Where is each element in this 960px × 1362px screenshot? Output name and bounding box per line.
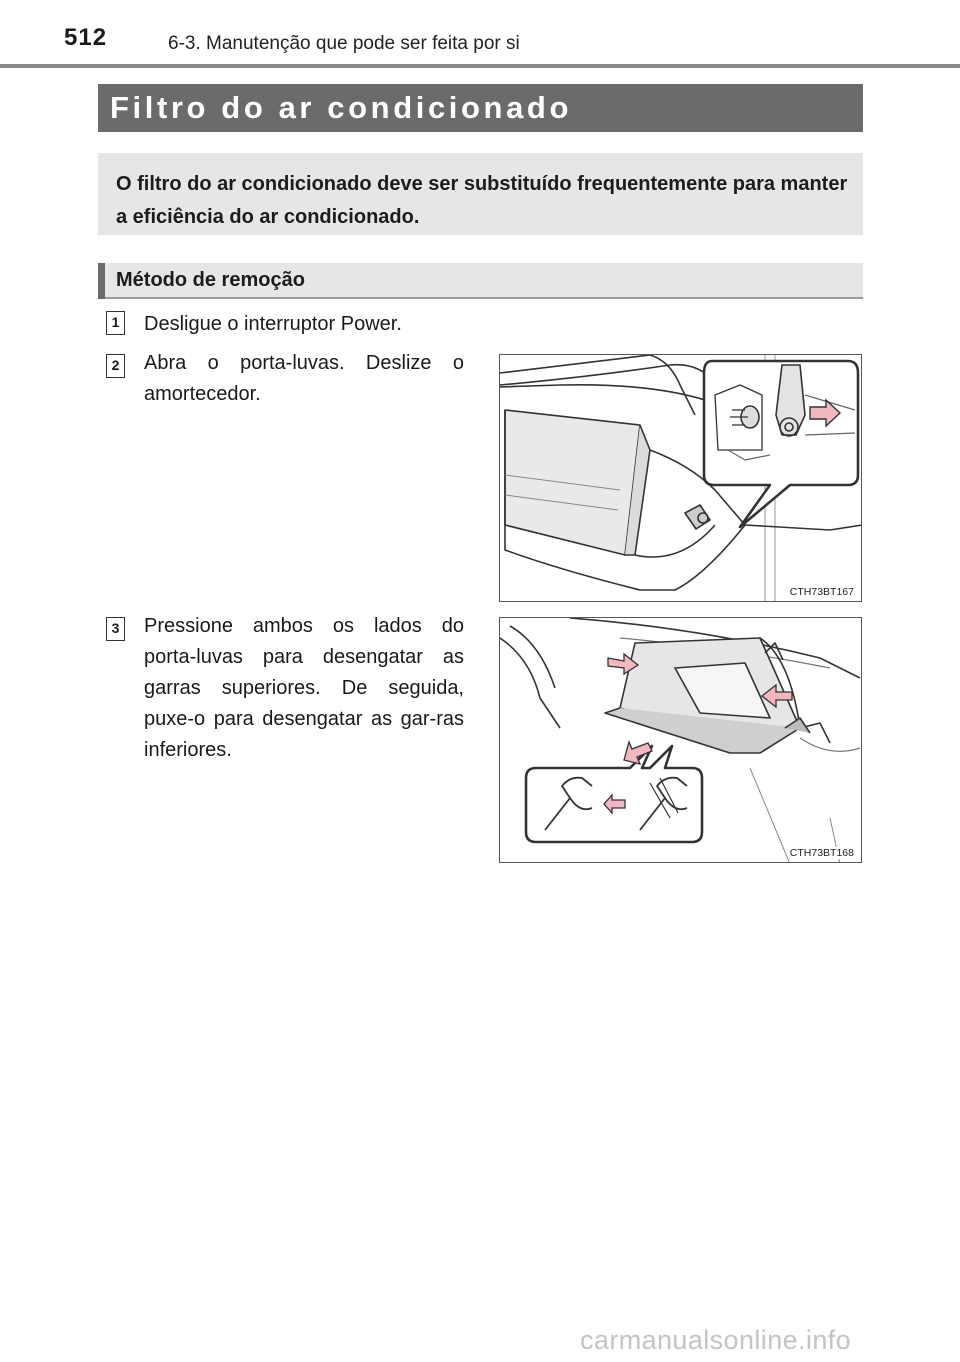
step-2-number: 2 [106,354,125,378]
section-stripe [98,263,105,299]
step-3-number: 3 [106,617,125,641]
title-bar [98,84,863,132]
intro-box [98,153,863,235]
glovebox-removal-illustration [500,618,862,863]
step-2-text: Abra o porta-luvas. Deslize o amortecedor. [144,352,464,405]
page-number: 512 [64,24,108,51]
page-title: Filtro do ar condicionado [110,90,572,125]
step-3-text: Pressione ambos os lados do porta-luvas para desengatar as garras superiores. De seguida, puxe-o para desengatar as gar-ras inferiores. [144,615,464,761]
section-title: Método de remoção [116,269,305,291]
glovebox-damper-illustration [500,355,862,602]
watermark: carmanualsonline.info [580,1325,852,1355]
header-rule [0,64,960,68]
section-heading [98,263,863,299]
figure-glovebox-removal [499,617,862,863]
figure-glovebox-damper [499,354,862,602]
step-1-text: Desligue o interruptor Power. [144,313,402,335]
step-1-number: 1 [106,311,125,335]
figure-code: CTH73BT167 [789,586,854,598]
intro-text: O filtro do ar condicionado deve ser substituído frequentemente para manter a eficiência do ar condicionado. [116,173,848,228]
figure-code: CTH73BT168 [789,847,854,859]
chapter-title: 6-3. Manutenção que pode ser feita por si [168,33,520,54]
pull-arrow-icon [624,742,652,764]
